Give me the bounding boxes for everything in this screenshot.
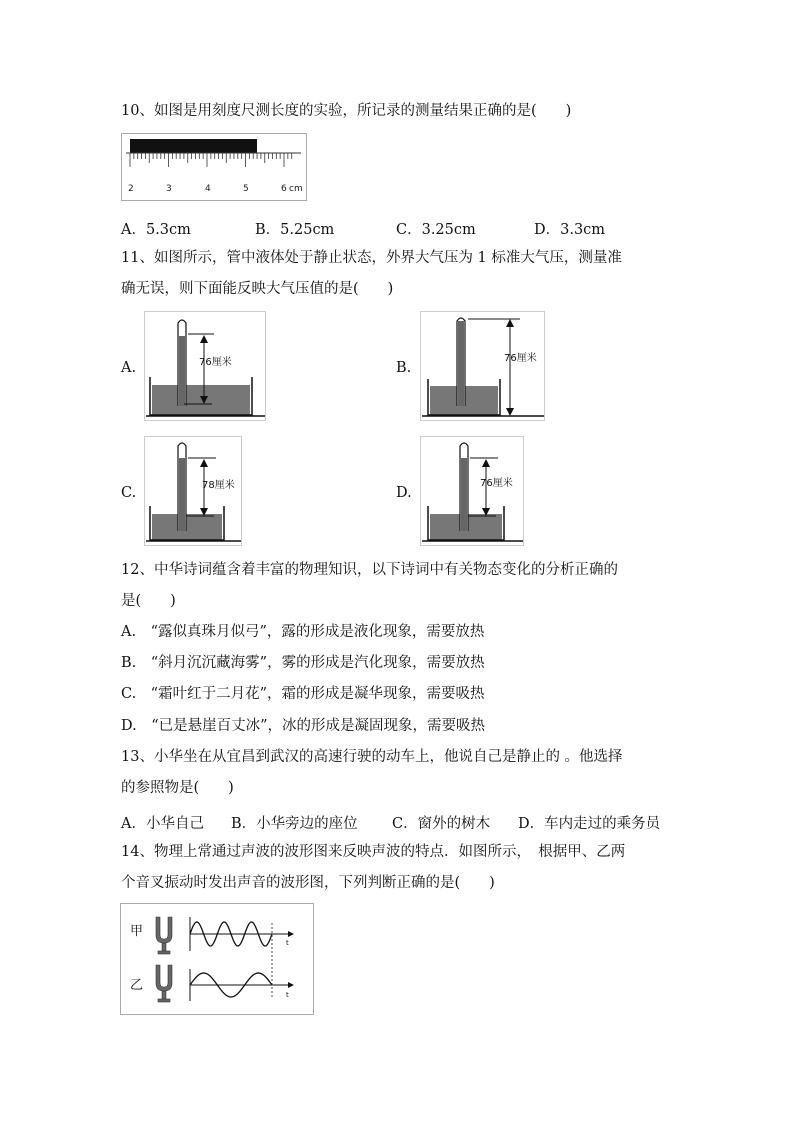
axis-label: t xyxy=(286,991,289,999)
option-b: B．小华旁边的座位 xyxy=(231,816,358,832)
q10-stem: 10、如图是用刻度尺测长度的实验，所记录的测量结果正确的是( ) xyxy=(121,103,572,119)
fig-a-label: A. xyxy=(121,360,137,376)
barometer-figure-c xyxy=(144,436,242,550)
q10-options xyxy=(121,218,681,238)
q13-stem-line2: 的参照物是( ) xyxy=(121,780,234,796)
q12-stem-line1: 12、中华诗词蕴含着丰富的物理知识，以下诗词中有关物态变化的分析正确的 xyxy=(121,562,618,578)
label-yi: 乙 xyxy=(130,978,144,993)
q11-stem-line1: 11、如图所示，管中液体处于静止状态，外界大气压为 1 标准大气压，测量准 xyxy=(121,250,622,266)
tick-label: 5 xyxy=(243,184,249,194)
tick-label: 4 xyxy=(205,184,211,194)
barometer-figure-d xyxy=(420,436,524,550)
q14-stem-line2: 个音叉振动时发出声音的波形图，下列判断正确的是( ) xyxy=(121,875,495,891)
q11-stem-line2: 确无误，则下面能反映大气压值的是( ) xyxy=(121,281,394,297)
q14-stem-line1: 14、物理上常通过声波的波形图来反映声波的特点．如图所示， 根据甲、乙两 xyxy=(121,844,626,860)
label-jia: 甲 xyxy=(130,924,144,939)
option-a: A．5.3cm xyxy=(121,222,191,238)
ruler-diagram xyxy=(121,133,307,201)
tick-label: 3 xyxy=(166,184,172,194)
q12-stem-line2: 是( ) xyxy=(121,593,176,609)
measure-label: 76厘米 xyxy=(504,353,537,364)
measure-label: 78厘米 xyxy=(202,480,235,491)
q13-stem-line1: 13、小华坐在从宜昌到武汉的高速行驶的动车上，他说自己是静止的 。他选择 xyxy=(121,749,623,765)
option-c: C．3.25cm xyxy=(396,222,476,238)
option-d: D．3.3cm xyxy=(534,222,606,238)
tick-label: 2 xyxy=(128,184,134,194)
barometer-figure-b xyxy=(420,311,545,425)
barometer-figure-a xyxy=(144,311,266,425)
fig-d-label: D. xyxy=(396,485,412,501)
option-a: A．小华自己 xyxy=(121,816,204,832)
axis-label: t xyxy=(286,939,289,947)
q12-option-b: B. “斜月沉沉藏海雾”，雾的形成是汽化现象，需要放热 xyxy=(121,655,485,671)
fig-c-label: C. xyxy=(121,485,137,501)
q13-options xyxy=(121,812,681,832)
fig-b-label: B. xyxy=(396,360,412,376)
option-b: B．5.25cm xyxy=(255,222,335,238)
tick-label: 6 xyxy=(281,184,287,194)
measure-label: 76厘米 xyxy=(480,478,513,489)
q14-waveform-figure xyxy=(120,903,314,1019)
measured-object-bar xyxy=(130,139,257,153)
q12-option-c: C. “霜叶红于二月花”，霜的形成是凝华现象，需要吸热 xyxy=(121,686,485,702)
q12-option-a: A. “露似真珠月似弓”，露的形成是液化现象，需要放热 xyxy=(121,624,485,640)
option-c: C．窗外的树木 xyxy=(392,816,491,832)
q12-option-d: D. “已是悬崖百丈冰”，冰的形成是凝固现象，需要吸热 xyxy=(121,718,486,734)
q10-ruler-figure xyxy=(121,133,307,205)
measure-label: 76厘米 xyxy=(199,357,232,368)
option-d: D．车内走过的乘务员 xyxy=(518,816,661,832)
unit-label: cm xyxy=(289,184,303,194)
